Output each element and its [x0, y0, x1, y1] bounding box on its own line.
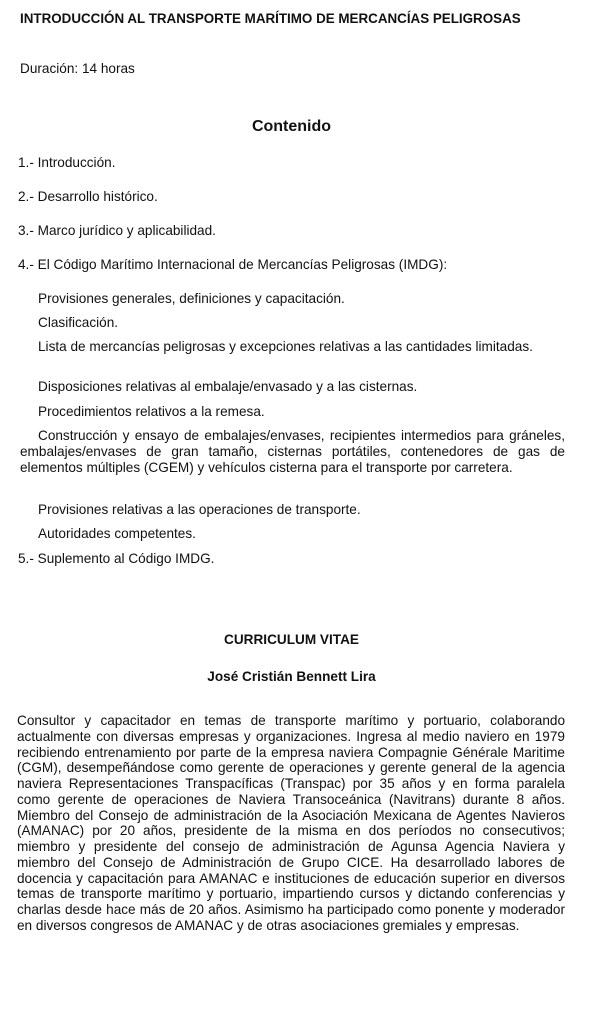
- course-duration: Duración: 14 horas: [20, 61, 135, 76]
- contents-heading: Contenido: [251, 118, 332, 135]
- subitem-remesa: Procedimientos relativos a la remesa.: [38, 404, 265, 419]
- subitem-provisiones-generales: Provisiones generales, definiciones y capacitación.: [38, 291, 345, 306]
- cv-bio: Consultor y capacitador en temas de transporte marítimo y portuario, colaborando actualmente con diversas empresas y organizaciones. Ingresa al medio naviero en 1979 recibiendo entrenamiento por parte de la empresa naviera Compagnie Générale Maritime (CGM), desempeñándose como gerente de operaciones y gerente general de la agencia naviera Representaciones Transpacíficas (Transpac) por 35 años y en forma paralela como gerente de operaciones de Naviera Transoceánica (Navitrans) durante 8 años. Miembro del Consejo de administración de la Asociación Mexicana de Agentes Navieros (AMANAC) por 20 años, presidente de la misma en dos períodos no consecutivos; miembro y presidente del consejo de administración de Agunsa Agencia Naviera y miembro del Consejo de Administración de Grupo CICE. Ha desarrollado labores de docencia y capacitación para AMANAC e instituciones de educación superior en diversos temas de transporte marítimo y portuario, impartiendo cursos y dictando conferencias y charlas desde hace más de 20 años. Asimismo ha participado como ponente y moderador en diversos congresos de AMANAC y de otras asociaciones gremiales y empresas.: [17, 713, 565, 933]
- subitem-embalaje-cisternas: Disposiciones relativas al embalaje/envasado y a las cisternas.: [38, 379, 418, 394]
- document-title: INTRODUCCIÓN AL TRANSPORTE MARÍTIMO DE MERCANCÍAS PELIGROSAS: [20, 11, 521, 26]
- subitem-lista-mercancias: Lista de mercancías peligrosas y excepciones relativas a las cantidades limitadas.: [38, 339, 533, 354]
- subitem-construccion-ensayo: [20, 428, 565, 476]
- contents-item-marco-juridico: 3.- Marco jurídico y aplicabilidad.: [18, 223, 216, 238]
- contents-item-desarrollo-historico: 2.- Desarrollo histórico.: [18, 189, 158, 204]
- subitem-operaciones-transporte: Provisiones relativas a las operaciones de transporte.: [38, 502, 361, 517]
- contents-item-suplemento: 5.- Suplemento al Código IMDG.: [18, 551, 215, 566]
- subitem-autoridades: Autoridades competentes.: [38, 526, 196, 541]
- subitem-construccion-ensayo-text: Construcción y ensayo de embalajes/envases, recipientes intermedios para gráneles, embalajes/envases de gran tamaño, cisternas portátiles, contenedores de gas de elementos múltiples (CGEM) y vehículos cisterna para el transporte por carretera.: [20, 428, 565, 475]
- subitem-clasificacion: Clasificación.: [38, 315, 119, 330]
- cv-heading: CURRICULUM VITAE: [224, 632, 359, 647]
- cv-name: José Cristián Bennett Lira: [207, 669, 376, 684]
- contents-item-codigo-imdg: 4.- El Código Marítimo Internacional de Mercancías Peligrosas (IMDG):: [18, 257, 448, 272]
- contents-item-introduccion: 1.- Introducción.: [18, 155, 116, 170]
